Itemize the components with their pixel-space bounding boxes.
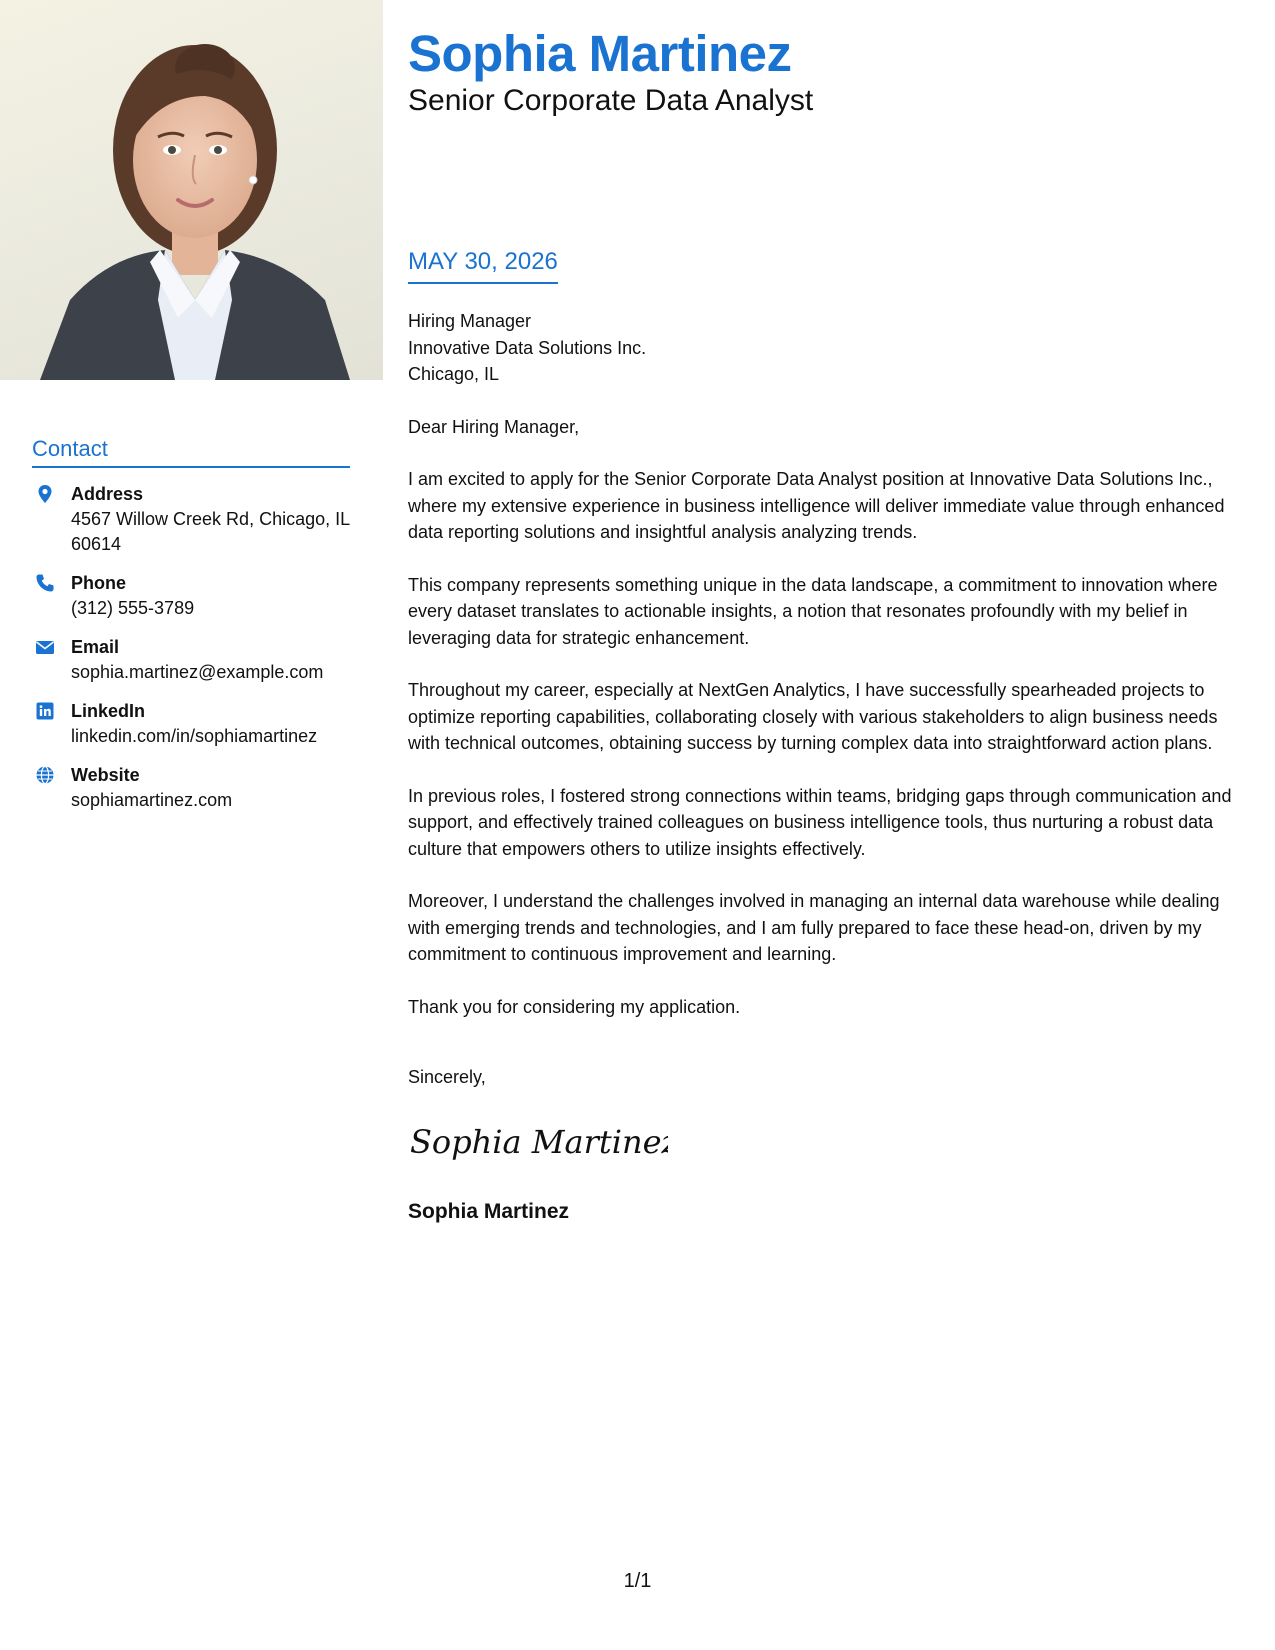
phone-label: Phone bbox=[71, 573, 127, 593]
contact-website bbox=[32, 763, 350, 813]
website-label: Website bbox=[71, 765, 140, 785]
letter-paragraph: Moreover, I understand the challenges involved in managing an internal data warehouse while dealing with emerging trends and technologies, and I am fully prepared to face these head-on, driven by my commitment to continuous improvement and learning. bbox=[408, 891, 1220, 964]
letter-date: MAY 30, 2026 bbox=[408, 248, 558, 284]
recipient-block bbox=[408, 308, 1248, 388]
page-number: 1/1 bbox=[623, 1570, 652, 1592]
letter-paragraph: Throughout my career, especially at NextGen Analytics, I have successfully spearheaded projects to optimize reporting capabilities, collaborating closely with various stakeholders to align business needs with technical outcomes, obtaining success by turning complex data into straightforward action plans. bbox=[408, 680, 1218, 753]
recipient-line: Chicago, IL bbox=[408, 364, 500, 384]
contact-heading: Contact bbox=[32, 436, 350, 468]
portrait-illustration bbox=[0, 0, 383, 380]
linkedin-label: LinkedIn bbox=[71, 701, 146, 721]
contact-address bbox=[32, 482, 350, 557]
map-pin-icon bbox=[35, 484, 55, 504]
address-label: Address bbox=[71, 484, 144, 504]
linkedin-value[interactable]: linkedin.com/in/sophiamartinez bbox=[71, 726, 318, 746]
salutation: Dear Hiring Manager, bbox=[408, 416, 580, 437]
envelope-icon bbox=[35, 637, 55, 657]
contact-section bbox=[32, 436, 350, 813]
phone-icon bbox=[35, 573, 55, 593]
applicant-title: Senior Corporate Data Analyst bbox=[408, 84, 814, 117]
linkedin-icon bbox=[35, 701, 55, 721]
website-value[interactable]: sophiamartinez.com bbox=[71, 790, 233, 810]
letter-body bbox=[408, 308, 1248, 1225]
letter-paragraph: Thank you for considering my application. bbox=[408, 996, 741, 1017]
profile-photo bbox=[0, 0, 383, 380]
signer-name: Sophia Martinez bbox=[408, 1199, 570, 1223]
signature bbox=[408, 1113, 1248, 1173]
recipient-line: Hiring Manager bbox=[408, 311, 532, 331]
closing: Sincerely, bbox=[408, 1067, 486, 1087]
signature-text: Sophia Martinez bbox=[410, 1122, 668, 1161]
contact-linkedin bbox=[32, 699, 350, 749]
phone-value: (312) 555-3789 bbox=[71, 598, 195, 618]
letter-paragraph: In previous roles, I fostered strong connections within teams, bridging gaps through communication and support, and effectively trained colleagues on business intelligence tools, thus nurturing a robust data culture that empowers others to utilize insights effectively. bbox=[408, 785, 1232, 859]
globe-icon bbox=[35, 765, 55, 785]
address-value: 4567 Willow Creek Rd, Chicago, IL 60614 bbox=[71, 509, 350, 554]
email-label: Email bbox=[71, 637, 120, 657]
applicant-name: Sophia Martinez bbox=[408, 25, 792, 82]
letter-paragraph: This company represents something unique in the data landscape, a commitment to innovation where every dataset translates to actionable insights, a notion that resonates profoundly with my belief in leveraging data for strategic enhancement. bbox=[408, 574, 1218, 648]
contact-email bbox=[32, 635, 350, 685]
letter-paragraph: I am excited to apply for the Senior Corporate Data Analyst position at Innovative Data Solutions Inc., where my extensive experience in business intelligence will deliver immediate value through enhanced data reporting solutions and insightful analysis analyzing trends. bbox=[408, 469, 1225, 542]
recipient-line: Innovative Data Solutions Inc. bbox=[408, 337, 647, 358]
email-value[interactable]: sophia.martinez@example.com bbox=[71, 662, 324, 682]
handwritten-signature bbox=[408, 1113, 668, 1173]
contact-phone bbox=[32, 571, 350, 621]
